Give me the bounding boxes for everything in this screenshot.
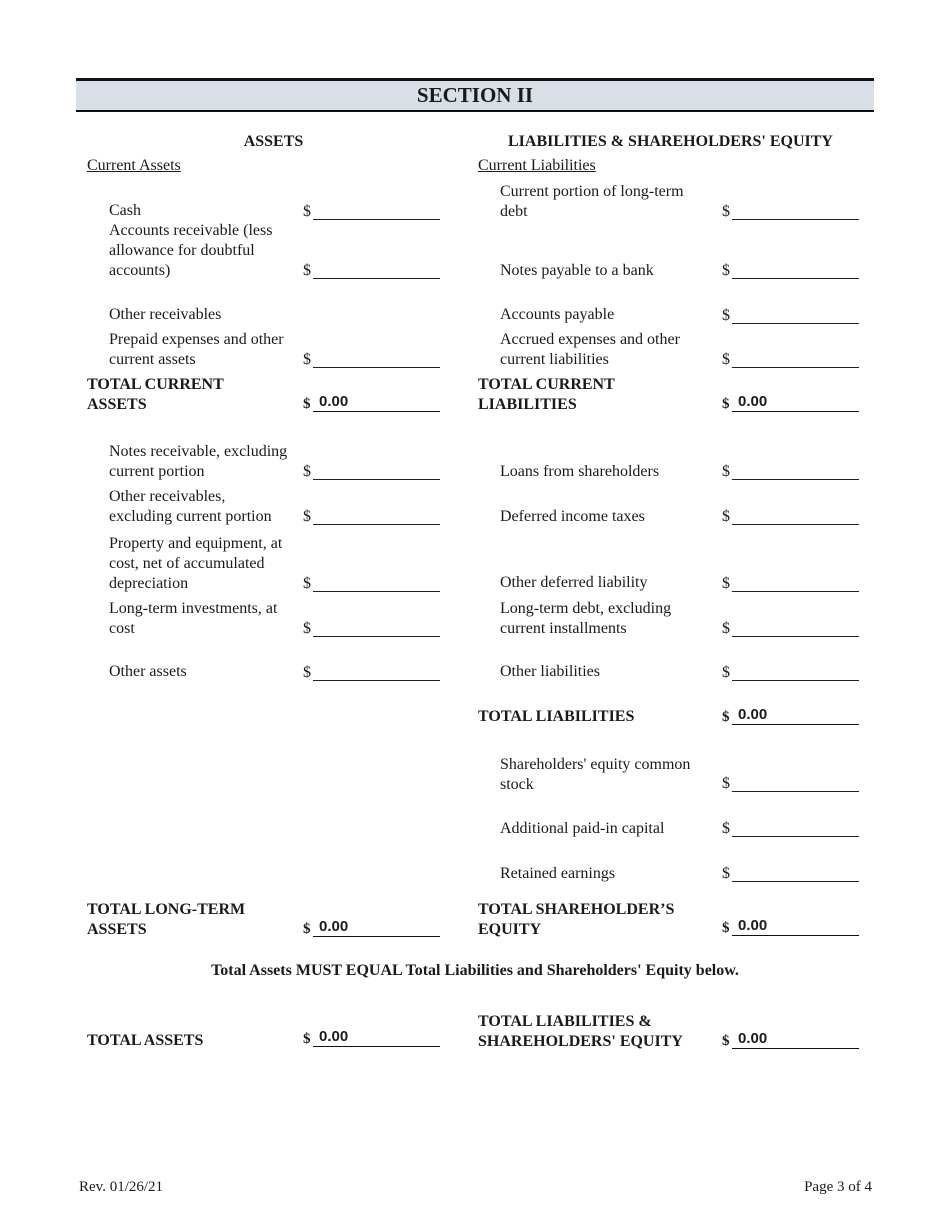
total-current-assets-value: 0.00 <box>319 393 349 410</box>
long-term-investments-label: Long-term investments, at cost <box>109 600 278 637</box>
other-liabilities-field[interactable] <box>722 660 859 682</box>
total-current-assets-field <box>303 391 440 413</box>
currency-symbol: $ <box>303 1031 311 1047</box>
section-title: SECTION II <box>76 78 874 112</box>
page-number: Page 3 of 4 <box>804 1179 872 1195</box>
liabilities-header: LIABILITIES & SHAREHOLDERS' EQUITY <box>508 133 833 150</box>
currency-symbol: $ <box>303 664 311 681</box>
total-current-liabilities-value: 0.00 <box>738 393 768 410</box>
other-assets-field[interactable] <box>303 660 440 682</box>
total-liabilities-label: TOTAL LIABILITIES <box>478 708 635 725</box>
currency-symbol: $ <box>722 1033 730 1049</box>
other-receivables-long-field[interactable] <box>303 504 440 526</box>
currency-symbol: $ <box>722 262 730 279</box>
total-long-term-assets-field <box>303 916 440 938</box>
total-equity-value: 0.00 <box>738 917 768 934</box>
revision-date: Rev. 01/26/21 <box>79 1179 164 1195</box>
currency-symbol: $ <box>303 351 311 368</box>
total-liabilities-field <box>722 704 859 726</box>
total-assets-label: TOTAL ASSETS <box>87 1032 204 1049</box>
loans-shareholders-label: Loans from shareholders <box>500 463 660 480</box>
accounts-payable-label: Accounts payable <box>500 306 615 323</box>
property-equipment-label: Property and equipment, at cost, net of accumulated depreciation <box>109 535 283 592</box>
accrued-expenses-label: Accrued expenses and other current liabilities <box>500 331 680 368</box>
accounts-payable-field[interactable] <box>722 303 859 325</box>
retained-earnings-field[interactable] <box>722 861 859 883</box>
loans-shareholders-field[interactable] <box>722 459 859 481</box>
current-liabilities-heading: Current Liabilities <box>478 157 596 174</box>
total-equity-label: TOTAL SHAREHOLDER’S EQUITY <box>478 901 675 938</box>
assets-header: ASSETS <box>243 133 304 150</box>
long-term-debt-field[interactable] <box>722 616 859 638</box>
deferred-taxes-label: Deferred income taxes <box>500 508 645 525</box>
notes-payable-field[interactable] <box>722 258 859 280</box>
total-le-label: TOTAL LIABILITIES & SHAREHOLDERS' EQUITY <box>478 1013 683 1050</box>
other-assets-label: Other assets <box>109 663 187 680</box>
other-receivables-long-label: Other receivables, excluding current portion <box>109 488 272 525</box>
currency-symbol: $ <box>722 463 730 480</box>
common-stock-label: Shareholders' equity common stock <box>500 756 691 793</box>
currency-symbol: $ <box>303 396 311 412</box>
total-current-liabilities-label: TOTAL CURRENT LIABILITIES <box>478 376 615 413</box>
total-assets-value: 0.00 <box>319 1028 349 1045</box>
other-deferred-label: Other deferred liability <box>500 574 648 591</box>
currency-symbol: $ <box>722 865 730 882</box>
current-ltd-field[interactable] <box>722 199 859 221</box>
accounts-receivable-label: Accounts receivable (less allowance for doubtful accounts) <box>109 222 273 279</box>
currency-symbol: $ <box>722 664 730 681</box>
currency-symbol: $ <box>722 351 730 368</box>
total-le-field <box>722 1028 859 1050</box>
currency-symbol: $ <box>722 508 730 525</box>
property-equipment-field[interactable] <box>303 571 440 593</box>
currency-symbol: $ <box>722 307 730 324</box>
total-long-term-assets-value: 0.00 <box>319 918 349 935</box>
notes-receivable-field[interactable] <box>303 459 440 481</box>
paid-in-capital-field[interactable] <box>722 816 859 838</box>
cash-field[interactable] <box>303 199 440 221</box>
currency-symbol: $ <box>303 508 311 525</box>
currency-symbol: $ <box>722 575 730 592</box>
other-deferred-field[interactable] <box>722 571 859 593</box>
currency-symbol: $ <box>722 203 730 220</box>
currency-symbol: $ <box>303 921 311 937</box>
currency-symbol: $ <box>722 620 730 637</box>
prepaid-expenses-label: Prepaid expenses and other current assets <box>109 331 284 368</box>
other-receivables-label: Other receivables <box>109 306 222 323</box>
retained-earnings-label: Retained earnings <box>500 865 616 882</box>
currency-symbol: $ <box>722 820 730 837</box>
currency-symbol: $ <box>722 920 730 936</box>
common-stock-field[interactable] <box>722 771 859 793</box>
paid-in-capital-label: Additional paid-in capital <box>500 820 665 837</box>
notes-receivable-label: Notes receivable, excluding current portion <box>109 443 288 480</box>
other-liabilities-label: Other liabilities <box>500 663 600 680</box>
currency-symbol: $ <box>303 463 311 480</box>
currency-symbol: $ <box>303 203 311 220</box>
currency-symbol: $ <box>303 262 311 279</box>
currency-symbol: $ <box>303 575 311 592</box>
deferred-taxes-field[interactable] <box>722 504 859 526</box>
long-term-debt-label: Long-term debt, excluding current installments <box>500 600 672 637</box>
current-assets-heading: Current Assets <box>87 157 181 174</box>
total-liabilities-value: 0.00 <box>738 706 768 723</box>
prepaid-expenses-field[interactable] <box>303 347 440 369</box>
currency-symbol: $ <box>722 709 730 725</box>
total-le-value: 0.00 <box>738 1030 768 1047</box>
total-long-term-assets-label: TOTAL LONG-TERM ASSETS <box>87 901 246 938</box>
long-term-investments-field[interactable] <box>303 616 440 638</box>
cash-label: Cash <box>109 202 141 219</box>
currency-symbol: $ <box>722 396 730 412</box>
currency-symbol: $ <box>303 620 311 637</box>
current-ltd-label: Current portion of long-term debt <box>500 183 684 220</box>
balance-notice: Total Assets MUST EQUAL Total Liabilities and Shareholders' Equity below. <box>211 962 739 979</box>
total-assets-field <box>303 1026 440 1048</box>
total-current-liabilities-field <box>722 391 859 413</box>
notes-payable-label: Notes payable to a bank <box>500 262 654 279</box>
total-equity-field <box>722 915 859 937</box>
accounts-receivable-field[interactable] <box>303 258 440 280</box>
currency-symbol: $ <box>722 775 730 792</box>
total-current-assets-label: TOTAL CURRENT ASSETS <box>87 376 224 413</box>
accrued-expenses-field[interactable] <box>722 347 859 369</box>
